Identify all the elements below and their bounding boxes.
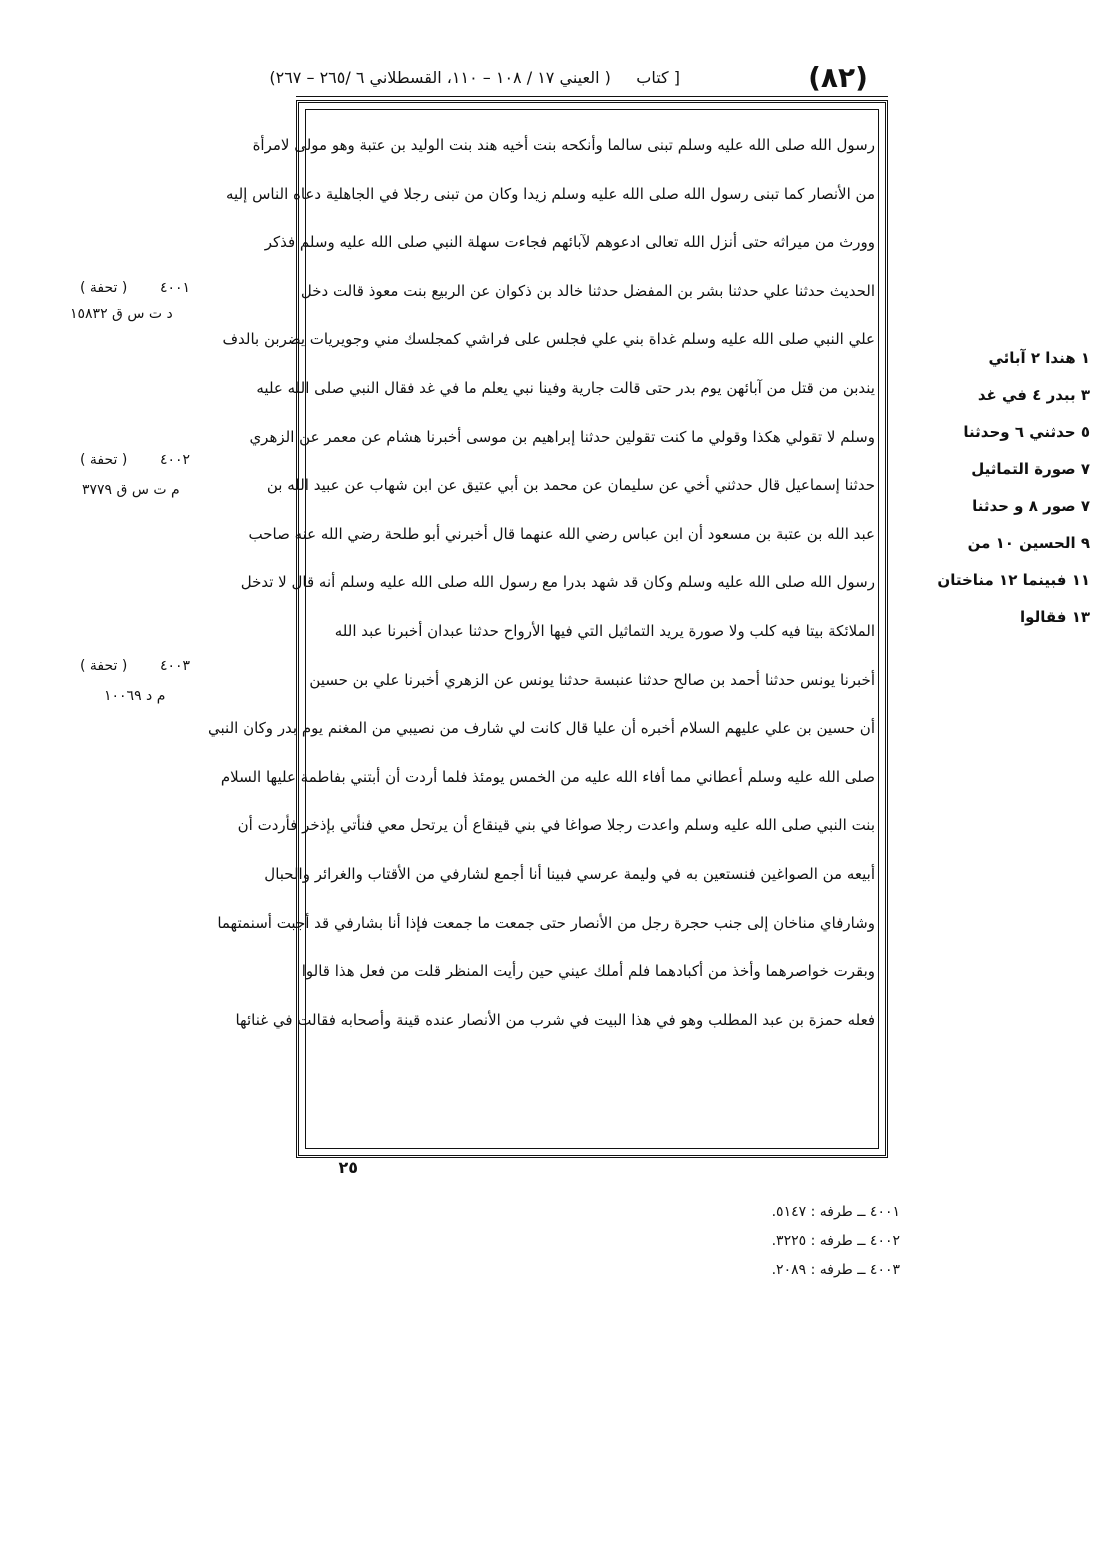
text-line: صلى الله عليه وسلم أعطاني مما أفاء الله عليه من الخمس يومئذ فلما أردت أن أبتني بفاطمة عليها السلام [220,767,875,786]
text-line: وورث من ميراثه حتى أنزل الله تعالى ادعوهم لآبائهم فجاءت سهلة النبي صلى الله عليه وسلم فذكر [264,233,875,252]
variant-note: ١١ فبينما ١٢ مناختان [937,571,1090,589]
header-references: ( العيني ١٧ / ١٠٨ – ١١٠، القسطلاني ٦ /٢٦٥ – ٢٦٧) [269,68,611,87]
footer-line: ٤٠٠١ ــ طرفه : ٥١٤٧. [771,1204,900,1220]
text-line: الملائكة بيتا فيه كلب ولا صورة يريد التماثيل التي فيها الأرواح حدثنا عبدان أخبرنا عبد الله [334,621,875,640]
text-line: رسول الله صلى الله عليه وسلم وكان قد شهد بدرا مع رسول الله صلى الله عليه وسلم أنه قال لا تدخل [240,573,875,592]
text-line: وشارفاي مناخان إلى جنب حجرة رجل من الأنصار حتى جمعت ما جمعت فإذا أنا بشارفي قد أجبت أسنمتهما [217,913,875,932]
text-line: أبيعه من الصواغين فنستعين به في وليمة عرسي فبينا أنا أجمع لشارفي من الأقتاب والغرائر والحبال [264,864,875,883]
header-rule [296,96,888,97]
variant-note: ١٣ فقالوا [1020,608,1090,626]
text-line: علي النبي صلى الله عليه وسلم غداة بني علي فجلس على فراشي كمجلسك مني وجويريات يضربن بالدف [222,330,875,349]
text-line: بنت النبي صلى الله عليه وسلم واعدت رجلا صواغا في بني قينقاع أن يرتحل معي فنأتي بإذخر فأردت أن [237,816,875,835]
page-number: (٨٢) [808,61,868,94]
ref-label-tuhfa: ( تحفة ) [80,452,128,468]
text-line: فعله حمزة بن عبد المطلب وهو في هذا البيت في شرب من الأنصار عنده قينة وأصحابه فقالت في غنائها [235,1010,875,1029]
ref-label-tuhfa: ( تحفة ) [80,658,128,674]
footer-cross-references [700,1198,900,1288]
footer-line: ٤٠٠٣ ــ طرفه : ٢٠٨٩. [771,1262,900,1278]
variant-note: ٣ ببدر ٤ في غد [977,386,1090,404]
variant-note: ٧ صور ٨ و حدثنا [972,497,1090,515]
text-line: أخبرنا يونس حدثنا أحمد بن صالح حدثنا عنبسة حدثنا يونس عن الزهري أخبرنا علي بن حسين [309,670,875,689]
text-line: أن حسين بن علي عليهم السلام أخبره أن عليا قال كانت لي شارف من نصيبي من المغنم يوم بدر وكان النبي [208,719,875,738]
running-header [269,64,680,92]
variant-note: ٥ حدثني ٦ وحدثنا [963,423,1090,441]
footer-line: ٤٠٠٢ ــ طرفه : ٣٢٢٥. [771,1233,900,1249]
text-line: يندبن من قتل من آبائهن يوم بدر حتى قالت جارية وفينا نبي يعلم ما في غد فقال النبي صلى الله عليه [256,378,875,397]
ref-codes: م د ١٠٠٦٩ [104,688,166,704]
text-line: حدثنا إسماعيل قال حدثني أخي عن سليمان عن محمد بن أبي عتيق عن ابن شهاب عن عبيد الله بن [266,476,875,495]
text-line: عبد الله بن عتبة بن مسعود أن ابن عباس رضي الله عنهما قال أخبرني أبو طلحة رضي الله عنه صاحب [248,524,875,543]
text-line: الحديث حدثنا علي حدثنا بشر بن المفضل حدثنا خالد بن ذكوان عن الربيع بنت معوذ قالت دخل [300,281,875,300]
text-line: من الأنصار كما تبنى رسول الله صلى الله عليه وسلم زيدا وكان من تبنى رجلا في الجاهلية دعاه الناس إليه [226,184,875,203]
variant-note: ١ هندا ٢ آبائي [988,349,1090,367]
text-line: رسول الله صلى الله عليه وسلم تبنى سالما وأنكحه بنت أخيه هند بنت الوليد بن عتبة وهو مولى لامرأة [252,136,875,154]
text-line: وسلم لا تقولي هكذا وقولي ما كنت تقولين حدثنا إبراهيم بن موسى أخبرنا هشام عن معمر عن الزهري [249,427,875,446]
ref-hadith-number: ٤٠٠٢ [160,452,191,468]
header-book: [ كتاب [636,68,680,87]
variant-notes [905,340,1090,760]
text-line: وبقرت خواصرهما وأخذ من أكبادهما فلم أملك عيني حين رأيت المنظر قلت من فعل هذا قالوا [301,962,875,981]
ref-codes: م ت س ق ٣٧٧٩ [82,482,180,498]
text-frame [208,100,888,1158]
main-text [208,121,875,1145]
ref-codes: د ت س ق ١٥٨٣٢ [70,306,173,322]
ref-hadith-number: ٤٠٠١ [160,280,191,296]
variant-note: ٩ الحسين ١٠ من [967,534,1090,552]
ref-hadith-number: ٤٠٠٣ [160,658,191,674]
catchword-mark: ٢٥ [338,1158,358,1177]
variant-note: ٧ صورة التماثيل [971,460,1090,478]
ref-label-tuhfa: ( تحفة ) [80,280,128,296]
